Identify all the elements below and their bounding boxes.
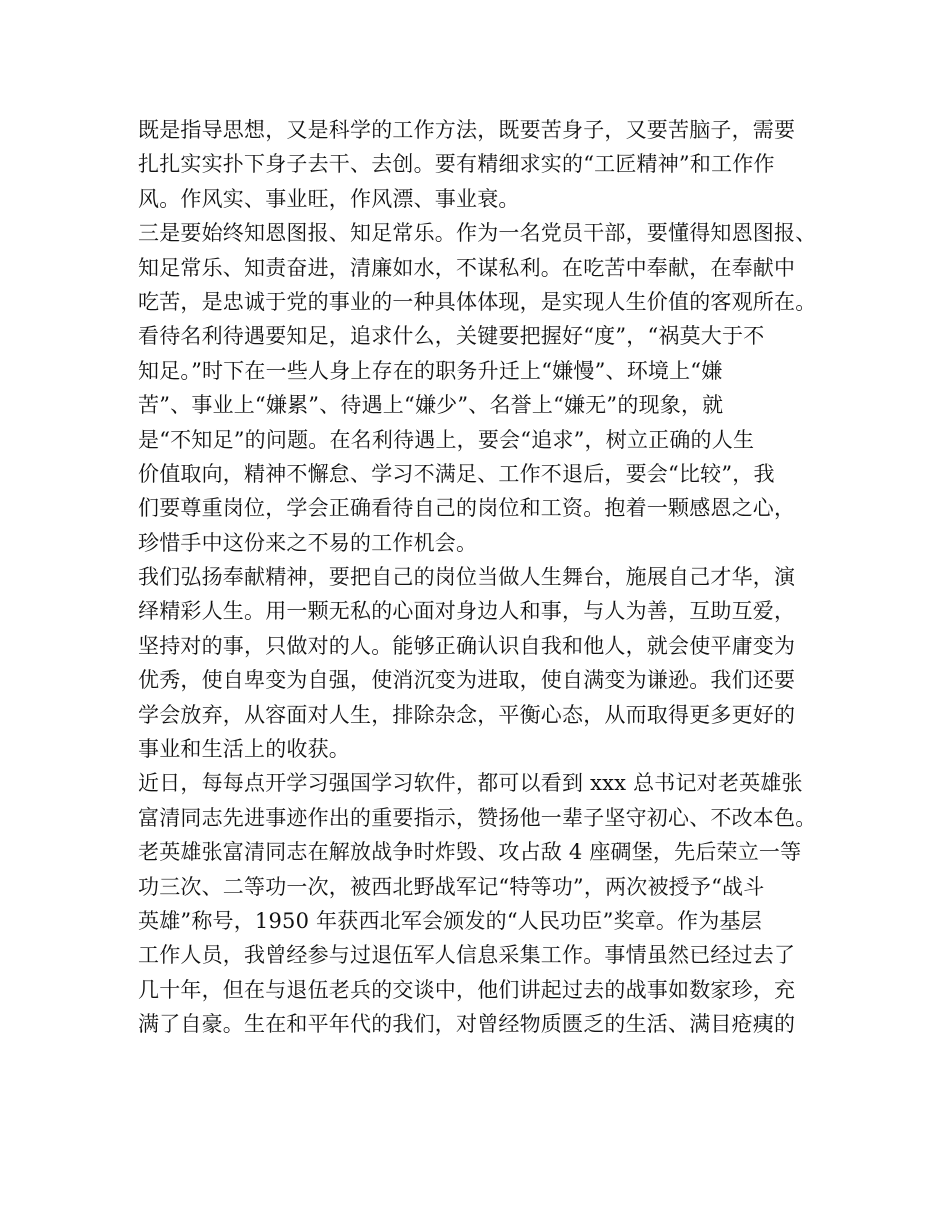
text-line: 价值取向，精神不懈怠、学习不满足、工作不退后，要会“比较”，我 <box>138 461 775 486</box>
text-line: 珍惜手中这份来之不易的工作机会。 <box>138 530 478 555</box>
text-line: 满了自豪。生在和平年代的我们，对曾经物质匮乏的生活、满目疮痍的 <box>138 1012 796 1037</box>
text-line: 优秀，使自卑变为自强，使消沉变为进取，使自满变为谦逊。我们还要 <box>138 668 796 693</box>
text-line: 扎扎实实扑下身子去干、去创。要有精细求实的“工匠精神”和工作作 <box>138 152 775 177</box>
text-line: 几十年，但在与退伍老兵的交谈中，他们讲起过去的战事如数家珍，充 <box>138 977 796 1002</box>
text-line: 看待名利待遇要知足，追求什么，关键要把握好“度”，“祸莫大于不 <box>138 324 765 349</box>
text-line: 既是指导思想，又是科学的工作方法，既要苦身子，又要苦脑子，需要 <box>138 118 796 142</box>
text-line: 英雄”称号，1950 年获西北军会颁发的“人民功臣”奖章。作为基层 <box>138 908 762 933</box>
text-line: 苦”、事业上“嫌累”、待遇上“嫌少”、名誉上“嫌无”的现象，就 <box>138 393 724 418</box>
text-line: 我们弘扬奉献精神，要把自己的岗位当做人生舞台，施展自己才华，演 <box>138 565 796 590</box>
text-line: 老英雄张富清同志在解放战争时炸毁、攻占敌 4 座碉堡，先后荣立一等 <box>138 840 802 865</box>
text-line: 风。作风实、事业旺，作风漂、事业衰。 <box>138 186 520 211</box>
text-line: 坚持对的事，只做对的人。能够正确认识自我和他人，就会使平庸变为 <box>138 633 796 658</box>
text-line: 三是要始终知恩图报、知足常乐。作为一名党员干部，要懂得知恩图报、 <box>138 221 817 246</box>
text-line: 知足。”时下在一些人身上存在的职务升迁上“嫌慢”、环境上“嫌 <box>138 358 723 383</box>
text-line: 工作人员，我曾经参与过退伍军人信息采集工作。事情虽然已经过去了 <box>138 943 796 968</box>
text-line: 事业和生活上的收获。 <box>138 737 350 762</box>
text-line: 是“不知足”的问题。在名利待遇上，要会“追求”，树立正确的人生 <box>138 427 755 452</box>
text-line: 知足常乐、知责奋进，清廉如水，不谋私利。在吃苦中奉献，在奉献中 <box>138 255 796 280</box>
text-line: 功三次、二等功一次，被西北野战军记“特等功”，两次被授予“战斗 <box>138 874 765 899</box>
text-line: 绎精彩人生。用一颗无私的心面对身边人和事，与人为善，互助互爱， <box>138 599 796 624</box>
text-line: 近日，每每点开学习强国学习软件，都可以看到 xxx 总书记对老英雄张 <box>138 771 803 796</box>
body-text <box>138 113 828 1042</box>
text-line: 富清同志先进事迹作出的重要指示，赞扬他一辈子坚守初心、不改本色。 <box>138 805 817 830</box>
text-line: 学会放弃，从容面对人生，排除杂念，平衡心态，从而取得更多更好的 <box>138 702 796 727</box>
text-line: 们要尊重岗位，学会正确看待自己的岗位和工资。抱着一颗感恩之心， <box>138 496 796 521</box>
text-line: 吃苦，是忠诚于党的事业的一种具体体现，是实现人生价值的客观所在。 <box>138 289 817 314</box>
